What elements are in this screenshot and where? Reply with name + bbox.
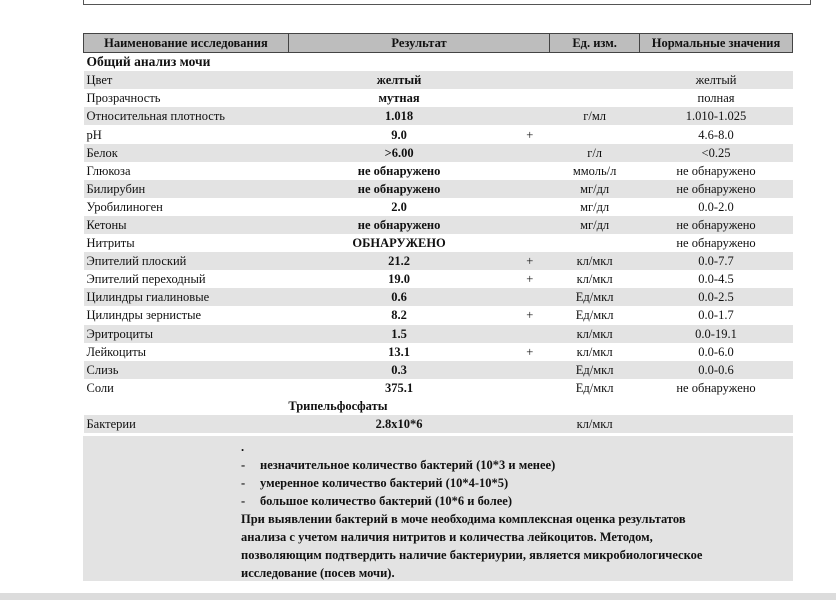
row-flag: [510, 325, 550, 343]
row-name: Цвет: [84, 71, 289, 89]
row-unit: [550, 89, 640, 107]
row-norm: 0.0-4.5: [698, 272, 734, 287]
row-name: Белок: [84, 144, 289, 162]
table-row: [84, 379, 793, 397]
row-norm: 0.0-0.6: [640, 361, 793, 379]
row-name: Нитриты: [86, 236, 135, 251]
row-norm: 0.0-2.5: [640, 288, 793, 306]
table-row: [84, 306, 793, 324]
table-row: [84, 89, 793, 107]
row-norm: не обнаружено: [676, 163, 756, 178]
row-unit: ммоль/л: [572, 163, 617, 178]
row-result: не обнаружено: [288, 216, 509, 234]
row-unit: мг/дл: [550, 216, 640, 234]
row-norm: 0.0-6.0: [698, 344, 734, 359]
row-name: Прозрачность: [86, 91, 161, 106]
row-result: 0.6: [288, 288, 509, 306]
row-flag: [510, 234, 550, 252]
row-flag: [510, 288, 550, 306]
row-result: 0.3: [288, 361, 509, 379]
row-name: Кетоны: [84, 216, 289, 234]
row-name: [84, 397, 289, 415]
note-paragraph-line: анализа с учетом наличия нитритов и количества лейкоцитов. Методом,: [241, 530, 653, 544]
header-result: Результат: [288, 34, 549, 53]
row-flag: +: [526, 308, 534, 323]
table-row: [84, 216, 793, 234]
salts-detail: Трипельфосфаты: [288, 398, 388, 413]
previous-section-box: [83, 0, 811, 5]
table-row: [84, 325, 793, 343]
row-name: Билирубин: [84, 180, 289, 198]
note-dash: -: [241, 476, 246, 490]
row-name: Эпителий плоский: [84, 252, 289, 270]
header-unit: Ед. изм.: [550, 34, 640, 53]
row-result: желтый: [288, 71, 509, 89]
row-unit: кл/мкл: [550, 252, 640, 270]
row-unit: [550, 234, 640, 252]
note-paragraph-line: исследование (посев мочи).: [241, 566, 395, 580]
bacteria-row: [84, 415, 793, 433]
row-name: Глюкоза: [86, 163, 131, 178]
row-result: ОБНАРУЖЕНО: [352, 236, 446, 251]
row-norm: не обнаружено: [676, 236, 756, 251]
row-unit: мг/дл: [550, 180, 640, 198]
row-flag: [510, 107, 550, 125]
note-dash: -: [241, 494, 246, 508]
table-row: [84, 107, 793, 125]
section-title-row: [84, 53, 793, 72]
row-flag: [510, 162, 550, 180]
row-flag: [510, 180, 550, 198]
row-norm: 0.0-2.0: [698, 199, 734, 214]
row-flag: [510, 379, 550, 397]
row-result: 21.2: [288, 252, 509, 270]
row-result: 2.0: [391, 199, 407, 214]
row-unit: Ед/мкл: [550, 361, 640, 379]
table-row: [84, 198, 793, 216]
note-dash: -: [241, 458, 246, 472]
row-result: мутная: [378, 91, 420, 106]
row-flag: [510, 415, 550, 433]
table-row: [84, 270, 793, 288]
table-row: [84, 144, 793, 162]
row-flag: +: [526, 344, 534, 359]
row-unit: [550, 71, 640, 89]
row-result: не обнаружено: [357, 163, 441, 178]
note-item: - большое количество бактерий (10*6 и более): [241, 494, 513, 508]
row-norm: не обнаружено: [640, 180, 793, 198]
table-row: [84, 71, 793, 89]
table-header-row: [84, 34, 793, 53]
row-norm: не обнаружено: [640, 216, 793, 234]
row-result: 13.1: [388, 344, 411, 359]
row-flag: +: [526, 127, 534, 142]
row-norm: 0.0-7.7: [640, 252, 793, 270]
row-name: Цилиндры гиалиновые: [84, 288, 289, 306]
row-unit: кл/мкл: [576, 344, 613, 359]
row-result: 1.018: [288, 107, 509, 125]
row-flag: [510, 71, 550, 89]
row-norm: 1.010-1.025: [640, 107, 793, 125]
row-unit: мг/дл: [580, 199, 610, 214]
table-row: [84, 361, 793, 379]
row-flag: [510, 361, 550, 379]
row-result: 1.5: [288, 325, 509, 343]
row-result: >6.00: [288, 144, 509, 162]
row-name: Соли: [86, 380, 114, 395]
note-paragraph-line: позволяющим подтвердить наличие бактериурии, является микробиологическое: [241, 548, 703, 562]
row-name: Цилиндры зернистые: [86, 308, 202, 323]
row-result: 2.8x10*6: [288, 415, 509, 433]
page-bottom-edge: [0, 593, 836, 600]
urinalysis-table: [83, 33, 793, 433]
row-name: Эритроциты: [84, 325, 289, 343]
row-flag: +: [526, 272, 534, 287]
row-unit: кл/мкл: [550, 325, 640, 343]
row-norm: 0.0-1.7: [698, 308, 734, 323]
section-title: Общий анализ мочи: [86, 54, 211, 70]
row-norm: 0.0-19.1: [640, 325, 793, 343]
header-name: Наименование исследования: [84, 34, 289, 53]
row-norm: желтый: [640, 71, 793, 89]
row-norm: <0.25: [640, 144, 793, 162]
note-paragraph-line: При выявлении бактерий в моче необходима комплексная оценка результатов: [241, 512, 686, 526]
row-result: 19.0: [388, 272, 411, 287]
bacteria-notes: [83, 436, 793, 581]
row-name: Слизь: [84, 361, 289, 379]
row-name: Эпителий переходный: [86, 272, 206, 287]
row-norm: [640, 415, 793, 433]
header-norm: Нормальные значения: [640, 34, 793, 53]
row-flag: [510, 216, 550, 234]
row-norm: 4.6-8.0: [698, 127, 734, 142]
row-flag: [510, 89, 550, 107]
table-row: [84, 343, 793, 361]
row-unit: г/л: [550, 144, 640, 162]
table-row: [84, 252, 793, 270]
row-result: 375.1: [385, 380, 414, 395]
table-row: [84, 288, 793, 306]
row-name: Бактерии: [84, 415, 289, 433]
row-unit: кл/мкл: [550, 415, 640, 433]
row-unit: [550, 125, 640, 143]
note-item: - умеренное количество бактерий (10*4-10*5): [241, 476, 509, 490]
row-unit: кл/мкл: [576, 272, 613, 287]
row-flag: [510, 198, 550, 216]
row-name: pH: [86, 127, 102, 142]
notes-dot: .: [241, 440, 245, 454]
row-result: 9.0: [391, 127, 407, 142]
row-result: 8.2: [391, 308, 407, 323]
table-row: [84, 234, 793, 252]
row-norm: полная: [697, 91, 735, 106]
table-row: [84, 180, 793, 198]
row-unit: Ед/мкл: [550, 288, 640, 306]
table-row: [84, 162, 793, 180]
note-item: - незначительное количество бактерий (10*3 и менее): [241, 458, 556, 472]
row-result: не обнаружено: [288, 180, 509, 198]
row-unit: Ед/мкл: [575, 308, 614, 323]
row-name: Лейкоциты: [86, 344, 147, 359]
row-unit: Ед/мкл: [575, 380, 614, 395]
row-name: Относительная плотность: [84, 107, 289, 125]
salts-detail-row: [84, 397, 793, 415]
row-name: Уробилиноген: [86, 199, 163, 214]
table-row: [84, 125, 793, 143]
row-flag: [510, 144, 550, 162]
row-unit: г/мл: [550, 107, 640, 125]
row-flag: +: [510, 252, 550, 270]
row-norm: не обнаружено: [676, 380, 756, 395]
